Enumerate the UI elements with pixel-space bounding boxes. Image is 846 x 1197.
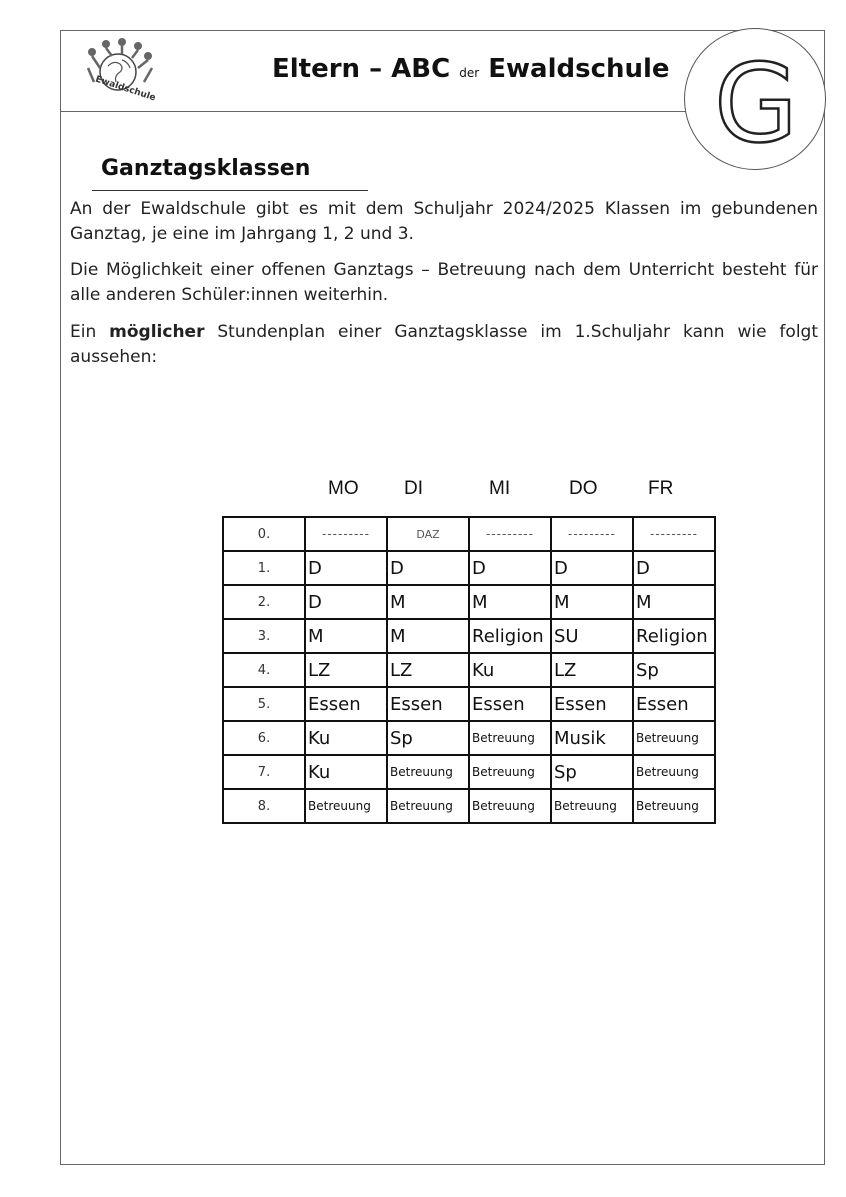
timetable xyxy=(222,516,716,824)
letter-glyph: G xyxy=(714,42,798,167)
timetable-cell: --------- xyxy=(469,517,551,551)
letter-badge xyxy=(684,28,826,170)
timetable-cell: --------- xyxy=(551,517,633,551)
timetable-cell: Essen xyxy=(469,687,551,721)
timetable-cell: Betreuung xyxy=(387,789,469,823)
header-divider xyxy=(60,111,688,112)
paragraph-3-start: Ein xyxy=(70,322,110,342)
table-row xyxy=(223,653,715,687)
lesson-number: 6. xyxy=(223,721,305,755)
paragraph-3-bold: möglicher xyxy=(109,322,205,342)
timetable-cell: Betreuung xyxy=(551,789,633,823)
timetable-cell: DAZ xyxy=(387,517,469,551)
timetable-cell: LZ xyxy=(387,653,469,687)
section-title: Ganztagsklassen xyxy=(101,156,311,181)
lesson-number: 5. xyxy=(223,687,305,721)
lesson-number: 0. xyxy=(223,517,305,551)
table-row xyxy=(223,755,715,789)
section-underline xyxy=(92,190,368,191)
timetable-cell: Religion xyxy=(633,619,715,653)
timetable-cell: Essen xyxy=(633,687,715,721)
timetable-cell: Essen xyxy=(551,687,633,721)
timetable-cell: M xyxy=(387,585,469,619)
table-row xyxy=(223,789,715,823)
title-main: Eltern – ABC xyxy=(272,54,451,84)
timetable-cell: Betreuung xyxy=(469,789,551,823)
timetable-cell: Essen xyxy=(305,687,387,721)
logo-caption: Ewaldschule xyxy=(93,74,157,104)
title-school: Ewaldschule xyxy=(488,54,670,84)
timetable-cell: M xyxy=(387,619,469,653)
day-header-mi: MI xyxy=(489,478,511,499)
timetable-cell: Betreuung xyxy=(387,755,469,789)
table-row xyxy=(223,721,715,755)
timetable-cell: Sp xyxy=(633,653,715,687)
timetable-cell: --------- xyxy=(305,517,387,551)
lesson-number: 4. xyxy=(223,653,305,687)
timetable-cell: D xyxy=(387,551,469,585)
timetable-cell: M xyxy=(551,585,633,619)
timetable-cell: D xyxy=(633,551,715,585)
timetable-cell: LZ xyxy=(551,653,633,687)
timetable-cell: D xyxy=(305,551,387,585)
day-header-mo: MO xyxy=(328,478,359,499)
timetable-cell: Betreuung xyxy=(469,755,551,789)
timetable-cell: Essen xyxy=(387,687,469,721)
timetable-cell: M xyxy=(305,619,387,653)
timetable-cell: Sp xyxy=(551,755,633,789)
paragraph-2: Die Möglichkeit einer offenen Ganztags – Betreuung nach dem Unterricht besteht für alle anderen Schüler:innen weiterhin. xyxy=(70,260,818,305)
timetable-cell: Betreuung xyxy=(305,789,387,823)
timetable-cell: M xyxy=(469,585,551,619)
lesson-number: 8. xyxy=(223,789,305,823)
table-row xyxy=(223,687,715,721)
lesson-number: 7. xyxy=(223,755,305,789)
day-header-di: DI xyxy=(404,478,423,499)
timetable-cell: LZ xyxy=(305,653,387,687)
timetable-cell: Betreuung xyxy=(469,721,551,755)
timetable-cell: M xyxy=(633,585,715,619)
timetable-cell: Ku xyxy=(305,755,387,789)
paragraph-1: An der Ewaldschule gibt es mit dem Schuljahr 2024/2025 Klassen im gebundenen Ganztag, je eine im Jahrgang 1, 2 und 3. xyxy=(70,199,818,244)
timetable-cell: Betreuung xyxy=(633,789,715,823)
timetable-cell: D xyxy=(305,585,387,619)
title-small: der xyxy=(459,66,480,80)
table-row xyxy=(223,585,715,619)
timetable-cell: --------- xyxy=(633,517,715,551)
day-header-fr: FR xyxy=(648,478,674,499)
timetable-cell: SU xyxy=(551,619,633,653)
lesson-number: 3. xyxy=(223,619,305,653)
timetable-cell: Musik xyxy=(551,721,633,755)
timetable-cell: Religion xyxy=(469,619,551,653)
table-row xyxy=(223,619,715,653)
table-row xyxy=(223,551,715,585)
timetable-cell: D xyxy=(469,551,551,585)
paragraph-3-end: Stundenplan einer Ganztagsklasse im 1.Schuljahr kann wie folgt aussehen: xyxy=(70,322,818,367)
paragraph-3 xyxy=(70,320,818,370)
timetable-cell: Betreuung xyxy=(633,755,715,789)
timetable-cell: Ku xyxy=(469,653,551,687)
timetable-cell: Sp xyxy=(387,721,469,755)
timetable-cell: Ku xyxy=(305,721,387,755)
timetable-cell: Betreuung xyxy=(633,721,715,755)
lesson-number: 2. xyxy=(223,585,305,619)
day-header-do: DO xyxy=(569,478,598,499)
table-row xyxy=(223,517,715,551)
timetable-cell: D xyxy=(551,551,633,585)
lesson-number: 1. xyxy=(223,551,305,585)
page-title xyxy=(272,54,670,84)
